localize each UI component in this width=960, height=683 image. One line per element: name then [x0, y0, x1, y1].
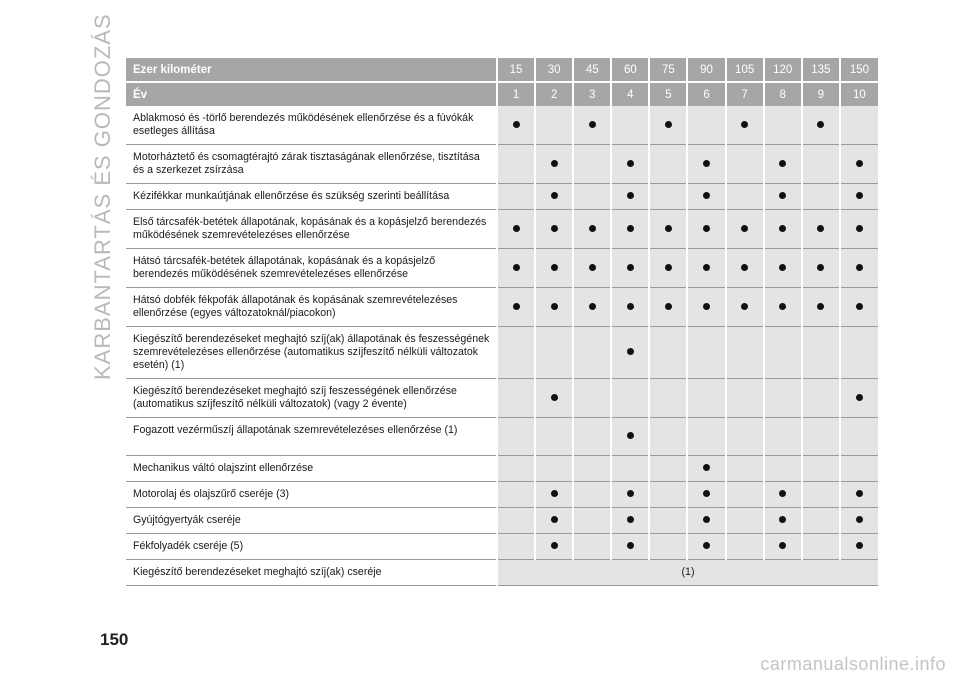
service-dot-icon: [665, 225, 672, 232]
schedule-cell: [840, 508, 878, 534]
schedule-cell: [726, 184, 764, 210]
service-dot-icon: [551, 160, 558, 167]
schedule-cell: [573, 184, 611, 210]
schedule-cell: [497, 210, 535, 249]
service-dot-icon: [513, 121, 520, 128]
service-dot-icon: [627, 264, 634, 271]
schedule-cell: [764, 508, 802, 534]
page-number: 150: [100, 630, 129, 649]
service-dot-icon: [703, 225, 710, 232]
schedule-cell: [726, 418, 764, 456]
row-description: Kiegészítő berendezéseket meghajtó szíj feszességének ellenőrzése (automatikus szíjfeszítő nélküli változatok) (vagy 2 évente): [126, 379, 497, 418]
year-value-7: 7: [726, 82, 764, 106]
schedule-cell: [649, 184, 687, 210]
schedule-cell: [649, 418, 687, 456]
schedule-cell: [535, 145, 573, 184]
schedule-cell: [497, 145, 535, 184]
year-value-3: 3: [573, 82, 611, 106]
service-dot-icon: [703, 303, 710, 310]
km-value-1: 15: [497, 58, 535, 82]
schedule-cell: [573, 534, 611, 560]
schedule-cell: [802, 184, 840, 210]
service-dot-icon: [589, 121, 596, 128]
table-row: [126, 560, 878, 586]
service-dot-icon: [779, 264, 786, 271]
service-dot-icon: [856, 394, 863, 401]
schedule-cell: [840, 327, 878, 379]
table-row: [126, 184, 878, 210]
schedule-cell: [611, 482, 649, 508]
year-value-9: 9: [802, 82, 840, 106]
schedule-cell: [535, 288, 573, 327]
schedule-cell: [535, 327, 573, 379]
service-dot-icon: [513, 225, 520, 232]
schedule-cell: [802, 482, 840, 508]
year-value-8: 8: [764, 82, 802, 106]
year-value-1: 1: [497, 82, 535, 106]
row-description: Hátsó tárcsafék-betétek állapotának, kopásának és a kopásjelző berendezés működésének szemrevételezéses ellenőrzése: [126, 249, 497, 288]
schedule-cell: [764, 288, 802, 327]
schedule-cell: [573, 456, 611, 482]
service-dot-icon: [551, 490, 558, 497]
table-row: [126, 379, 878, 418]
schedule-cell: [573, 482, 611, 508]
service-dot-icon: [627, 348, 634, 355]
service-dot-icon: [856, 303, 863, 310]
schedule-cell: [611, 288, 649, 327]
schedule-cell: [764, 184, 802, 210]
service-dot-icon: [741, 121, 748, 128]
schedule-cell: [497, 379, 535, 418]
schedule-cell: [535, 106, 573, 145]
schedule-cell: [497, 534, 535, 560]
service-dot-icon: [551, 264, 558, 271]
schedule-cell: [611, 249, 649, 288]
schedule-cell: [687, 249, 725, 288]
table-row: [126, 249, 878, 288]
table-row: [126, 210, 878, 249]
service-dot-icon: [589, 225, 596, 232]
schedule-cell: [497, 288, 535, 327]
section-title: [70, 13, 115, 380]
km-value-5: 75: [649, 58, 687, 82]
schedule-cell: [573, 508, 611, 534]
km-value-3: 45: [573, 58, 611, 82]
schedule-cell: [687, 327, 725, 379]
schedule-cell: [573, 145, 611, 184]
service-dot-icon: [703, 542, 710, 549]
schedule-cell: [611, 145, 649, 184]
schedule-cell: [726, 249, 764, 288]
service-dot-icon: [513, 264, 520, 271]
row-span-note: (1): [497, 560, 878, 586]
service-dot-icon: [856, 225, 863, 232]
km-value-10: 150: [840, 58, 878, 82]
schedule-cell: [840, 210, 878, 249]
schedule-cell: [840, 379, 878, 418]
schedule-cell: [726, 379, 764, 418]
service-dot-icon: [665, 121, 672, 128]
km-header-row: [126, 58, 878, 82]
schedule-cell: [497, 456, 535, 482]
schedule-cell: [764, 210, 802, 249]
table-row: [126, 327, 878, 379]
schedule-cell: [611, 106, 649, 145]
schedule-cell: [535, 210, 573, 249]
service-dot-icon: [779, 160, 786, 167]
schedule-cell: [497, 508, 535, 534]
service-dot-icon: [513, 303, 520, 310]
row-description: Motorolaj és olajszűrő cseréje (3): [126, 482, 497, 508]
schedule-cell: [802, 508, 840, 534]
schedule-cell: [649, 106, 687, 145]
schedule-cell: [611, 379, 649, 418]
schedule-cell: [535, 418, 573, 456]
schedule-cell: [687, 508, 725, 534]
schedule-cell: [840, 418, 878, 456]
schedule-cell: [573, 210, 611, 249]
schedule-rows: [126, 106, 878, 586]
service-dot-icon: [741, 303, 748, 310]
schedule-cell: [726, 508, 764, 534]
row-description: Kiegészítő berendezéseket meghajtó szíj(ak) cseréje: [126, 560, 497, 586]
schedule-cell: [726, 288, 764, 327]
schedule-cell: [611, 184, 649, 210]
schedule-cell: [611, 508, 649, 534]
row-description: Ablakmosó és -törlő berendezés működésének ellenőrzése és a fúvókák esetleges állítása: [126, 106, 497, 145]
schedule-cell: [764, 327, 802, 379]
service-dot-icon: [627, 303, 634, 310]
km-header-label: Ezer kilométer: [126, 58, 497, 82]
service-dot-icon: [551, 192, 558, 199]
service-dot-icon: [817, 303, 824, 310]
schedule-cell: [573, 106, 611, 145]
schedule-cell: [497, 184, 535, 210]
table-row: [126, 534, 878, 560]
service-dot-icon: [627, 490, 634, 497]
schedule-cell: [764, 106, 802, 145]
schedule-cell: [764, 379, 802, 418]
schedule-cell: [687, 210, 725, 249]
year-value-10: 10: [840, 82, 878, 106]
service-dot-icon: [627, 192, 634, 199]
service-dot-icon: [703, 490, 710, 497]
schedule-cell: [764, 456, 802, 482]
service-dot-icon: [779, 192, 786, 199]
service-dot-icon: [551, 225, 558, 232]
service-dot-icon: [551, 303, 558, 310]
table-row: [126, 106, 878, 145]
service-dot-icon: [627, 516, 634, 523]
service-dot-icon: [741, 225, 748, 232]
year-header-row: [126, 82, 878, 106]
schedule-cell: [802, 210, 840, 249]
schedule-cell: [649, 534, 687, 560]
row-description: Fékfolyadék cseréje (5): [126, 534, 497, 560]
schedule-cell: [497, 327, 535, 379]
schedule-cell: [802, 288, 840, 327]
schedule-cell: [802, 327, 840, 379]
service-dot-icon: [703, 464, 710, 471]
service-dot-icon: [703, 192, 710, 199]
row-description: Mechanikus váltó olajszint ellenőrzése: [126, 456, 497, 482]
table-row: [126, 456, 878, 482]
row-description: Kiegészítő berendezéseket meghajtó szíj(ak) állapotának és feszességének szemrevételezéses ellenőrzése (automatikus szíjfeszítő nélküli változatok esetén) (1): [126, 327, 497, 379]
year-value-5: 5: [649, 82, 687, 106]
schedule-cell: [687, 288, 725, 327]
year-value-4: 4: [611, 82, 649, 106]
schedule-cell: [840, 482, 878, 508]
schedule-cell: [802, 418, 840, 456]
schedule-cell: [726, 327, 764, 379]
schedule-cell: [535, 249, 573, 288]
row-description: Kézifékkar munkaútjának ellenőrzése és szükség szerinti beállítása: [126, 184, 497, 210]
schedule-cell: [687, 482, 725, 508]
watermark: carmanualsonline.info: [760, 654, 946, 674]
schedule-cell: [649, 145, 687, 184]
service-dot-icon: [817, 225, 824, 232]
schedule-cell: [535, 508, 573, 534]
table-row: [126, 508, 878, 534]
schedule-cell: [535, 482, 573, 508]
service-dot-icon: [779, 542, 786, 549]
schedule-cell: [649, 210, 687, 249]
schedule-cell: [802, 456, 840, 482]
table-row: [126, 418, 878, 456]
schedule-cell: [840, 288, 878, 327]
year-header-label: Év: [126, 82, 497, 106]
schedule-cell: [764, 145, 802, 184]
schedule-cell: [649, 327, 687, 379]
year-value-2: 2: [535, 82, 573, 106]
schedule-cell: [840, 249, 878, 288]
schedule-cell: [649, 508, 687, 534]
km-value-4: 60: [611, 58, 649, 82]
service-dot-icon: [817, 121, 824, 128]
table-row: [126, 145, 878, 184]
schedule-cell: [649, 288, 687, 327]
schedule-cell: [726, 106, 764, 145]
schedule-cell: [764, 249, 802, 288]
schedule-cell: [535, 379, 573, 418]
schedule-cell: [802, 249, 840, 288]
schedule-cell: [726, 210, 764, 249]
schedule-cell: [764, 534, 802, 560]
service-dot-icon: [856, 516, 863, 523]
schedule-cell: [802, 534, 840, 560]
table-row: [126, 482, 878, 508]
schedule-cell: [535, 456, 573, 482]
service-dot-icon: [703, 264, 710, 271]
service-dot-icon: [627, 542, 634, 549]
schedule-cell: [497, 106, 535, 145]
schedule-cell: [840, 534, 878, 560]
service-dot-icon: [856, 490, 863, 497]
service-dot-icon: [627, 160, 634, 167]
schedule-cell: [611, 418, 649, 456]
service-dot-icon: [703, 516, 710, 523]
schedule-cell: [611, 534, 649, 560]
row-description: Fogazott vezérműszíj állapotának szemrevételezéses ellenőrzése (1): [126, 418, 497, 456]
schedule-cell: [726, 145, 764, 184]
schedule-cell: [649, 482, 687, 508]
service-dot-icon: [627, 432, 634, 439]
schedule-cell: [649, 379, 687, 418]
service-dot-icon: [703, 160, 710, 167]
service-dot-icon: [665, 303, 672, 310]
maintenance-schedule-table: [126, 58, 878, 586]
service-dot-icon: [856, 192, 863, 199]
row-description: Első tárcsafék-betétek állapotának, kopásának és a kopásjelző berendezés működésének szemrevételezéses ellenőrzése: [126, 210, 497, 249]
km-value-2: 30: [535, 58, 573, 82]
schedule-cell: [840, 456, 878, 482]
schedule-cell: [764, 482, 802, 508]
service-dot-icon: [665, 264, 672, 271]
schedule-cell: [726, 456, 764, 482]
service-dot-icon: [551, 516, 558, 523]
km-value-9: 135: [802, 58, 840, 82]
schedule-cell: [687, 145, 725, 184]
service-dot-icon: [779, 516, 786, 523]
service-dot-icon: [627, 225, 634, 232]
row-description: Hátsó dobfék fékpofák állapotának és kopásának szemrevételezéses ellenőrzése (egyes változatoknál/piacokon): [126, 288, 497, 327]
schedule-cell: [649, 249, 687, 288]
schedule-cell: [497, 249, 535, 288]
schedule-cell: [573, 418, 611, 456]
schedule-cell: [802, 106, 840, 145]
schedule-cell: [802, 145, 840, 184]
service-dot-icon: [551, 394, 558, 401]
schedule-cell: [497, 482, 535, 508]
schedule-cell: [687, 106, 725, 145]
schedule-cell: [611, 456, 649, 482]
row-description: Gyújtógyertyák cseréje: [126, 508, 497, 534]
service-dot-icon: [856, 264, 863, 271]
schedule-cell: [802, 379, 840, 418]
service-dot-icon: [779, 225, 786, 232]
schedule-cell: [687, 379, 725, 418]
service-dot-icon: [741, 264, 748, 271]
schedule-cell: [611, 327, 649, 379]
schedule-cell: [497, 418, 535, 456]
service-dot-icon: [856, 160, 863, 167]
schedule-cell: [535, 534, 573, 560]
year-value-6: 6: [687, 82, 725, 106]
service-dot-icon: [779, 490, 786, 497]
schedule-cell: [573, 379, 611, 418]
km-value-6: 90: [687, 58, 725, 82]
schedule-cell: [573, 288, 611, 327]
schedule-cell: [611, 210, 649, 249]
schedule-cell: [764, 418, 802, 456]
schedule-cell: [535, 184, 573, 210]
schedule-cell: [573, 249, 611, 288]
schedule-cell: [573, 327, 611, 379]
schedule-cell: [726, 482, 764, 508]
km-value-7: 105: [726, 58, 764, 82]
service-dot-icon: [589, 303, 596, 310]
service-dot-icon: [856, 542, 863, 549]
section-title-text: KARBANTARTÁS ÉS GONDOZÁS: [90, 13, 115, 380]
schedule-cell: [649, 456, 687, 482]
schedule-cell: [840, 184, 878, 210]
service-dot-icon: [817, 264, 824, 271]
schedule-cell: [687, 184, 725, 210]
km-value-8: 120: [764, 58, 802, 82]
schedule-cell: [840, 106, 878, 145]
row-description: Motorháztető és csomagtérajtó zárak tisztaságának ellenőrzése, tisztítása és a szerkezet zsírzása: [126, 145, 497, 184]
schedule-cell: [687, 456, 725, 482]
schedule-cell: [840, 145, 878, 184]
schedule-cell: [687, 418, 725, 456]
service-dot-icon: [589, 264, 596, 271]
schedule-cell: [687, 534, 725, 560]
service-dot-icon: [779, 303, 786, 310]
service-dot-icon: [551, 542, 558, 549]
schedule-cell: [726, 534, 764, 560]
table-row: [126, 288, 878, 327]
